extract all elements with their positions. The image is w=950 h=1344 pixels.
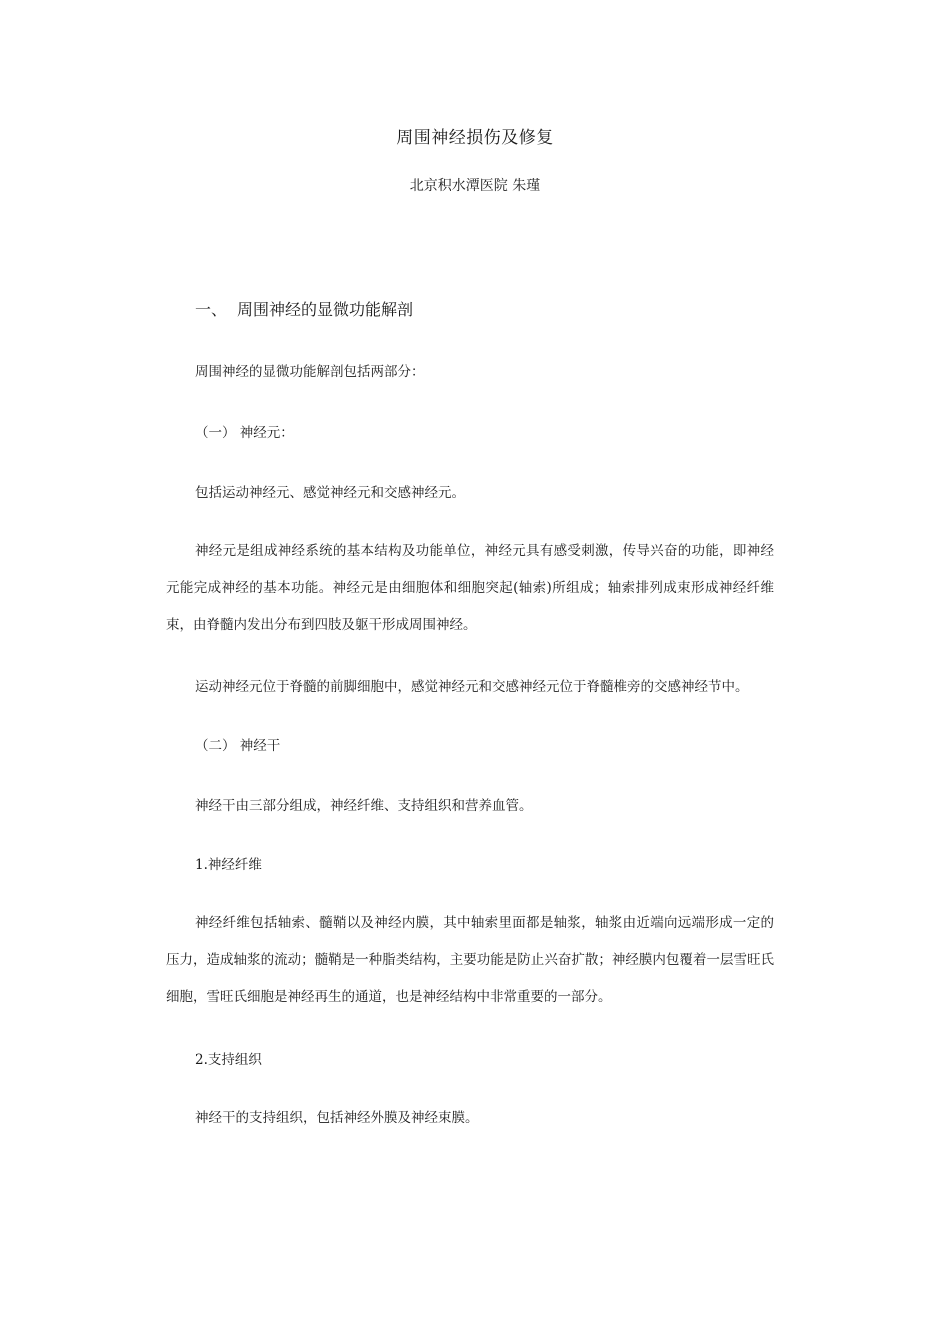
item-support-tissue: 2.支持组织 xyxy=(195,1052,262,1068)
subheading-neuron: （一） 神经元： xyxy=(195,425,294,441)
section-number: 一、 xyxy=(195,300,228,319)
subheading-nerve-trunk: （二） 神经干 xyxy=(195,738,281,754)
neuron-types-line: 包括运动神经元、感觉神经元和交感神经元。 xyxy=(195,485,465,501)
motor-neuron-line: 运动神经元位于脊髓的前脚细胞中，感觉神经元和交感神经元位于脊髓椎旁的交感神经节中。 xyxy=(195,679,749,695)
section-heading-text: 周围神经的显微功能解剖 xyxy=(237,300,414,319)
nerve-fiber-paragraph: 神经纤维包括轴索、髓鞘以及神经内膜，其中轴索里面都是轴浆，轴浆由近端向远端形成一定的压力，造成轴浆的流动；髓鞘是一种脂类结构，主要功能是防止兴奋扩散；神经膜内包覆着一层雪旺氏细胞，雪旺氏细胞是神经再生的通道，也是神经结构中非常重要的一部分。 xyxy=(166,915,774,1005)
document-author: 北京积水潭医院 朱瑾 xyxy=(409,178,541,194)
neuron-paragraph: 神经元是组成神经系统的基本结构及功能单位，神经元具有感受刺激，传导兴奋的功能，即神经元能完成神经的基本功能。神经元是由细胞体和细胞突起(轴索)所组成；轴索排列成束形成神经纤维束，由脊髓内发出分布到四肢及躯干形成周围神经。 xyxy=(166,543,774,633)
support-tissue-line: 神经干的支持组织，包括神经外膜及神经束膜。 xyxy=(195,1110,479,1126)
intro-line: 周围神经的显微功能解剖包括两部分： xyxy=(195,364,425,380)
document-title: 周围神经损伤及修复 xyxy=(396,128,554,148)
nerve-trunk-line: 神经干由三部分组成，神经纤维、支持组织和营养血管。 xyxy=(195,798,533,814)
item-nerve-fiber: 1.神经纤维 xyxy=(195,857,262,873)
section-heading-1 xyxy=(195,299,413,321)
